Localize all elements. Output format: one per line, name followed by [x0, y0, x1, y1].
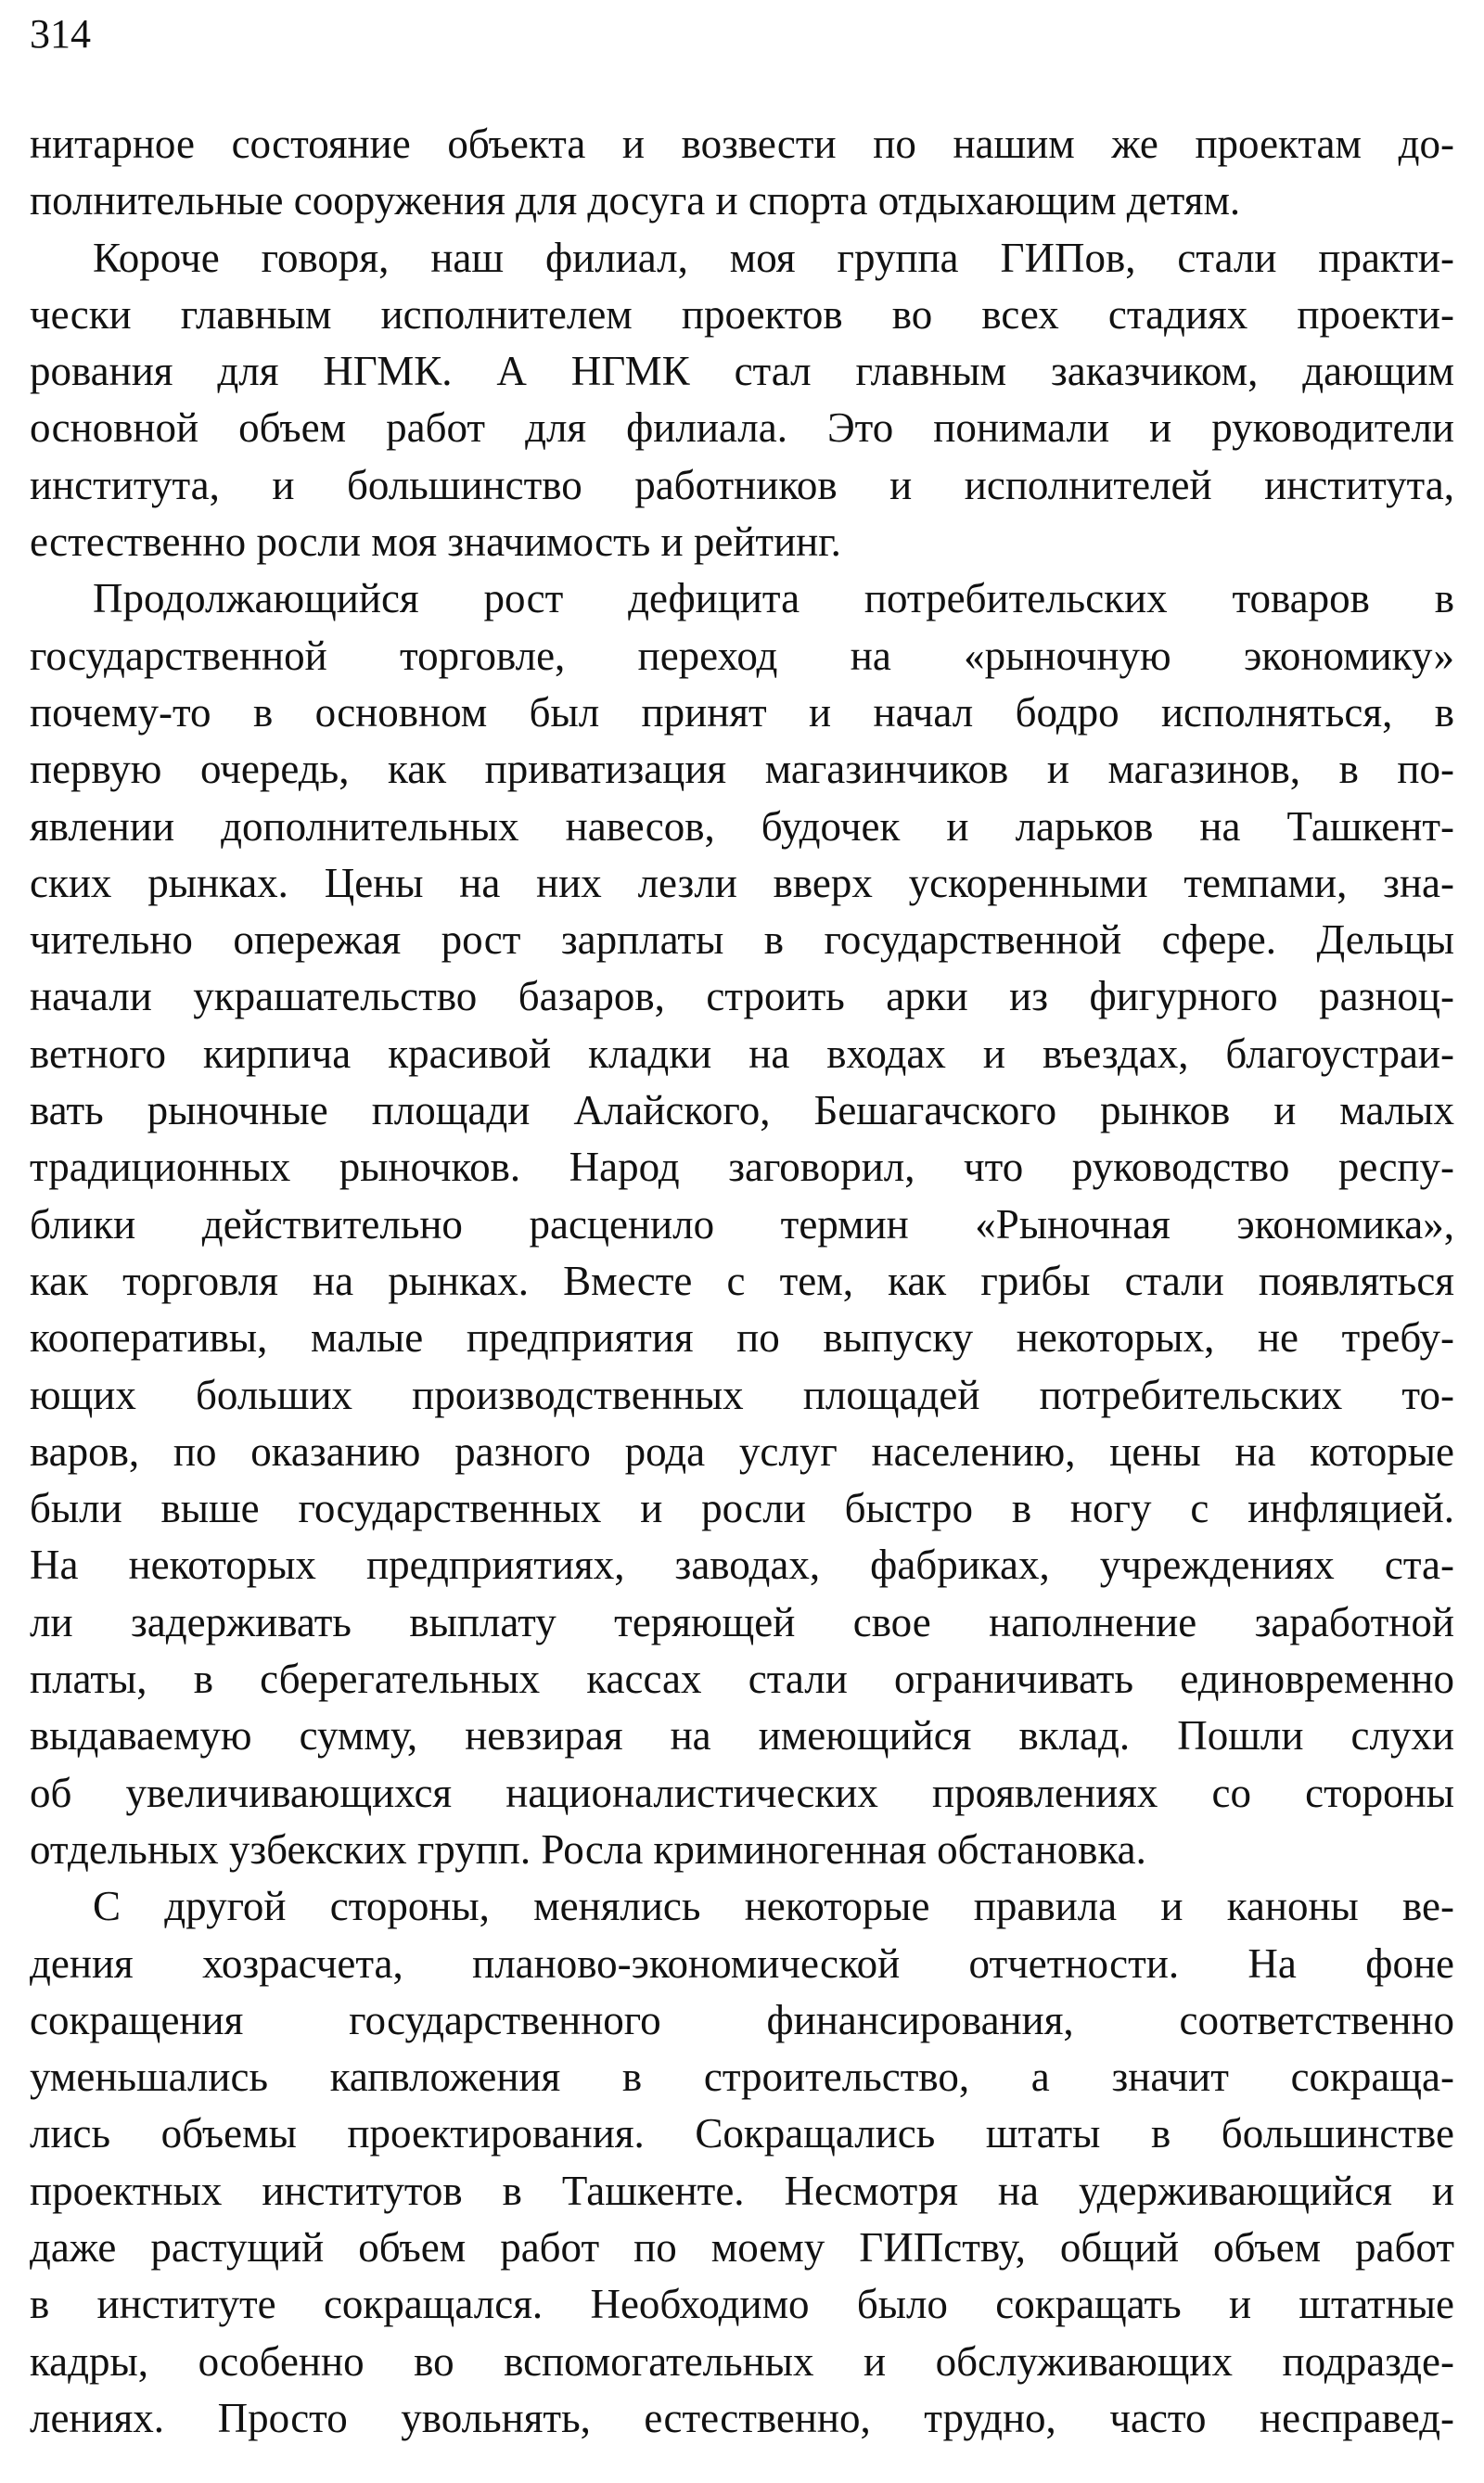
text-line: отдельных узбекских групп. Росла криминогенная обстановка. — [30, 1825, 1146, 1873]
text-line: Короче говоря, наш филиал, моя группа ГИПов, стали практи- — [93, 234, 1454, 281]
text-line: первую очередь, как приватизация магазинчиков и магазинов, в по- — [30, 746, 1454, 793]
text-line: лись объемы проектирования. Сокращались штаты в большинстве — [30, 2110, 1454, 2157]
text-line: вать рыночные площади Алайского, Бешагачского рынков и малых — [30, 1087, 1454, 1134]
text-line: рования для НГМК. А НГМК стал главным заказчиком, дающим — [30, 348, 1454, 395]
text-line: почему-то в основном был принят и начал бодро исполняться, в — [30, 688, 1454, 736]
text-line: варов, по оказанию разного рода услуг населению, цены на которые — [30, 1427, 1454, 1475]
text-line: полнительные сооружения для досуга и спорта отдыхающим детям. — [30, 177, 1241, 224]
text-line: проектных институтов в Ташкенте. Несмотря на удерживающийся и — [30, 2167, 1454, 2214]
text-line: сокращения государственного финансирования, соответственно — [30, 1996, 1454, 2043]
text-line: основной объем работ для филиала. Это понимали и руководители — [30, 404, 1454, 452]
text-line: С другой стороны, менялись некоторые правила и каноны ве- — [93, 1883, 1454, 1930]
text-line: На некоторых предприятиях, заводах, фабриках, учреждениях ста- — [30, 1542, 1454, 1589]
text-line: кадры, особенно во вспомогательных и обслуживающих подразде- — [30, 2337, 1454, 2385]
text-line: начали украшательство базаров, строить арки из фигурного разноц- — [30, 973, 1454, 1020]
page-number: 314 — [30, 11, 91, 57]
text-line: лениях. Просто увольнять, естественно, трудно, часто несправед- — [30, 2394, 1454, 2441]
text-line: выдаваемую сумму, невзирая на имеющийся вклад. Пошли слухи — [30, 1712, 1454, 1760]
text-line: даже растущий объем работ по моему ГИПству, общий объем работ — [30, 2223, 1454, 2271]
text-line: как торговля на рынках. Вместе с тем, как грибы стали появляться — [30, 1257, 1454, 1304]
text-line: ветного кирпича красивой кладки на входах и въездах, благоустраи- — [30, 1030, 1454, 1077]
body-text — [30, 116, 1454, 2447]
text-line: чительно опережая рост зарплаты в государственной сфере. Дельцы — [30, 916, 1454, 964]
text-line: в институте сокращался. Необходимо было сокращать и штатные — [30, 2281, 1454, 2328]
text-line: чески главным исполнителем проектов во всех стадиях проекти- — [30, 290, 1454, 338]
text-line: института, и большинство работников и исполнителей института, — [30, 461, 1454, 508]
text-line: нитарное состояние объекта и возвести по нашим же проектам до- — [30, 121, 1454, 167]
text-line: государственной торговле, переход на «рыночную экономику» — [30, 632, 1454, 679]
text-line: дения хозрасчета, планово-экономической отчетности. На фоне — [30, 1939, 1454, 1987]
text-line: ли задерживать выплату теряющей свое наполнение заработной — [30, 1598, 1454, 1645]
text-line: естественно росли моя значимость и рейтинг. — [30, 518, 841, 566]
text-line: традиционных рыночков. Народ заговорил, что руководство респу- — [30, 1144, 1454, 1191]
text-line: платы, в сберегательных кассах стали ограничивать единовременно — [30, 1656, 1454, 1703]
text-line: были выше государственных и росли быстро в ногу с инфляцией. — [30, 1485, 1454, 1532]
text-line: блики действительно расценило термин «Рыночная экономика», — [30, 1200, 1454, 1248]
text-line: ских рынках. Цены на них лезли вверх ускоренными темпами, зна- — [30, 859, 1454, 906]
text-line: ющих больших производственных площадей потребительских то- — [30, 1371, 1454, 1418]
text-line: Продолжающийся рост дефицита потребительских товаров в — [93, 575, 1454, 622]
text-line: уменьшались капвложения в строительство, а значит сокраща- — [30, 2054, 1454, 2101]
text-line: кооперативы, малые предприятия по выпуску некоторых, не требу- — [30, 1314, 1454, 1362]
text-line: явлении дополнительных навесов, будочек и ларьков на Ташкент- — [30, 802, 1454, 850]
text-line: об увеличивающихся националистических проявлениях со стороны — [30, 1769, 1454, 1816]
